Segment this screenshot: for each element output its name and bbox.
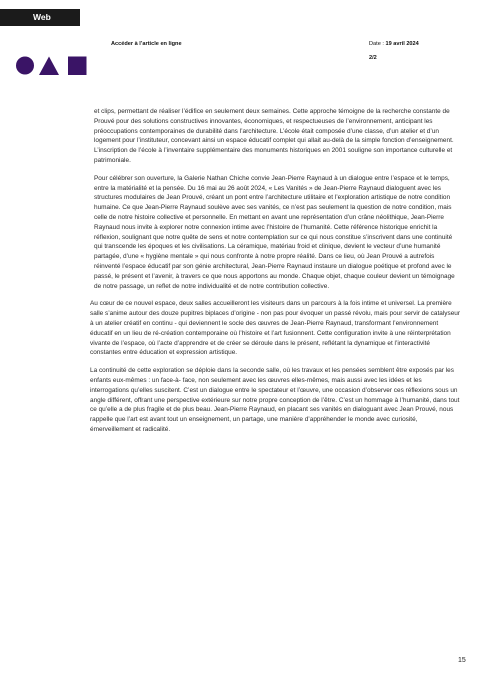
article-body [90, 107, 462, 443]
article-link[interactable]: Accéder à l’article en ligne [111, 41, 182, 47]
date-label: Date : [369, 41, 386, 47]
web-badge [0, 9, 80, 26]
page-number: 15 [458, 657, 466, 664]
paragraph-2: Pour célébrer son ouverture, la Galerie Nathan Chiche convie Jean-Pierre Raynaud à un dialogue entre l’espace et le temps, entre la matérialité et la pensée. Du 16 mai au 26 août 2024, « Les Vanités » de Jean-Pierre Raynaud dialoguent avec les structures modulaires de Jean Prouvé, créant un pont entre l’architecture utilitaire et l’exploration artistique de notre condition humaine. Ce que Jean-Pierre Raynaud soulève avec ses vanités, ce n’est pas seulement la question de notre condition, mais celle de notre histoire collective et personnelle. En mettant en avant une représentation d’un crâne néolithique, Jean-Pierre Raynaud nous invite à explorer notre connexion intime avec l’histoire de l’humanité. Cette référence historique enrichit la réflexion, soulignant que notre quête de sens et notre contemplation sur ce qui nous constitue s’inscrivent dans une continuité qui transcende les époques et les civilisations. La céramique, matériau froid et clinique, devient le vecteur d’une humanité partagée, d’une « hygiène mentale » qui nous confronte à notre propre réalité. Dans ce lieu, où Jean Prouvé a autrefois réinventé l’espace éducatif par son génie architectural, Jean-Pierre Raynaud instaure un dialogue poétique et profond avec le passé, le présent et l’avenir, à travers ce que nous apportons au monde. Chaque objet, chaque couleur devient un témoignage de notre passage, un reflet de notre individualité et de notre contribution collective. [94, 174, 455, 290]
article-date [369, 41, 419, 47]
web-badge-label: Web [33, 12, 51, 22]
publisher-logo [16, 56, 88, 75]
logo-circle-icon [16, 57, 34, 75]
paragraph-4: La continuité de cette exploration se déploie dans la seconde salle, où les travaux et les pensées semblent être exposés par les enfants eux-mêmes : un face-à- face, non seulement avec les œuvres elles-mêmes, mais aussi avec les idées et les interrogations qu’elles suscitent. C’est un dialogue entre le spectateur et l’œuvre, une occasion d’observer ces réflexions sous un angle différent, offrant une perspective extérieure sur notre propre conception de l’être. C’est un hommage à l’humanité, dans tout ce qu’elle a de plus fragile et de plus beau. Jean-Pierre Raynaud, en placant ses vanités en dialoguant avec Jean Prouvé, nous rappelle que l’art est avant tout un enseignement, un partage, une manière d’appréhender le monde avec curiosité, émerveillement et radicalité. [90, 367, 460, 433]
paragraph-3: Au cœur de ce nouvel espace, deux salles accueilleront les visiteurs dans un parcours à la fois intime et universel. La première salle s’anime autour des douze pupitres biplaces d’origine - non pas pour évoquer un passé révolu, mais pour servir de catalyseur à un atelier créatif en continu - qui deviennent le socle des œuvres de Jean-Pierre Raynaud, transformant l’environnement éducatif en un lieu de ré-création contemporaine où l’histoire et l’art fusionnent. Cette configuration invite à une réinterprétation vivante de l’espace, où l’acte d’apprendre et de créer se déroule dans le présent, reflétant la dynamique et l’interactivité constantes entre éducation et expression artistique. [90, 300, 461, 357]
paragraph-1: et clips, permettant de réaliser l’édifice en seulement deux semaines. Cette approche témoigne de la recherche constante de Prouvé pour des solutions constructives innovantes, économiques, et respectueuses de l’environnement, anticipant les préoccupations contemporaines de durabilité dans l’architecture. L’école était composée d’une classe, d’un atelier et d’un logement pour l’instituteur, concevant ainsi un espace éducatif complet qui allait au-delà de la simple fonction d’enseignement. L’inscription de l’école à l’inventaire supplémentaire des monuments historiques en 2001 souligne son importance culturelle et patrimoniale. [94, 108, 454, 164]
logo-square-icon [68, 57, 87, 76]
logo-triangle-icon [39, 57, 59, 76]
date-value: 19 avril 2024 [385, 41, 419, 47]
page-indicator: 2/2 [369, 55, 377, 61]
